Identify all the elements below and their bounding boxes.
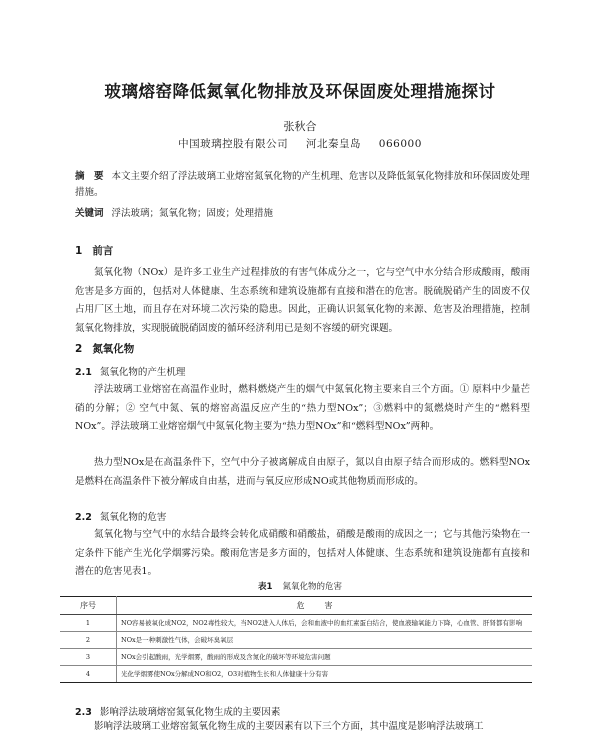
section-number: 2 xyxy=(75,343,83,355)
abstract-label: 摘 要 xyxy=(75,171,104,182)
table-row xyxy=(60,615,532,632)
table-cell-hazard: NO容易被氧化成NO2，NO2毒性较大，当NO2进入人体后，会和血液中的血红素蛋白结合，使血液输氧能力下降，心血管、肝肾都有影响 xyxy=(117,615,533,632)
table-caption-number: 表1 xyxy=(258,582,273,592)
affiliation-location: 河北秦皇岛 xyxy=(305,138,361,150)
section-number: 1 xyxy=(75,245,83,257)
section-1-paragraph: 氮氧化物（NOx）是许多工业生产过程排放的有害气体成分之一，它与空气中水分结合形成酸雨，酸雨危害是多方面的，包括对人体健康、生态系统和建筑设施都有直接和潜在的危害。脱硫脱硝产生的固废不仅占用厂区土地，而且存在对环境二次污染的隐患。因此，正确认识氮氧化物的来源、危害及治理措施，控制氮氧化物排放，实现脱硫脱硝固废的循环经济利用已是刻不容缓的研究课题。 xyxy=(75,267,530,334)
abstract-text: 本文主要介绍了浮法玻璃工业熔窑氮氧化物的产生机理、危害以及降低氮氧化物排放和环保固废处理措施。 xyxy=(75,171,530,198)
affiliation-org: 中国玻璃控股有限公司 xyxy=(178,138,289,150)
section-title: 前言 xyxy=(92,245,114,257)
subsection-number: 2.2 xyxy=(75,512,92,523)
keywords-label: 关键词 xyxy=(75,208,104,219)
affiliation xyxy=(0,136,600,151)
keywords-text: 浮法玻璃；氮氧化物；固废；处理措施 xyxy=(111,208,274,219)
section-title: 氮氧化物 xyxy=(92,343,135,355)
subsection-title: 氮氧化物的危害 xyxy=(99,512,167,523)
section-2-3-paragraph: 影响浮法玻璃工业熔窑氮氧化物生成的主要因素有以下三个方面，其中温度是影响浮法玻璃工 xyxy=(94,721,484,732)
column-header-hazard: 危害 xyxy=(117,597,533,615)
table-row xyxy=(60,632,532,649)
table-cell-index: 2 xyxy=(60,632,117,649)
table-row xyxy=(60,666,532,683)
subsection-number: 2.1 xyxy=(75,367,92,378)
table-cell-hazard: 光化学烟雾使NOx分解成NO和O2，O3对植物生长和人体健康十分有害 xyxy=(117,666,533,683)
subsection-title: 影响浮法玻璃熔窑氮氧化物生成的主要因素 xyxy=(99,707,281,718)
table-header-row xyxy=(60,597,532,615)
keywords xyxy=(75,206,530,222)
section-1-heading xyxy=(75,243,113,258)
section-2-2-paragraph: 氮氧化物与空气中的水结合最终会转化成硝酸和硝酸盐，硝酸是酸雨的成因之一；它与其他污染物在一定条件下能产生光化学烟雾污染。酸雨危害是多方面的，包括对人体健康、生态系统和建筑设施都有直接和潜在的危害见表1。 xyxy=(75,529,530,577)
table-cell-index: 3 xyxy=(60,649,117,666)
section-2-heading xyxy=(75,341,134,356)
author-name: 张秋合 xyxy=(283,120,317,133)
paper-title: 玻璃熔窑降低氮氧化物排放及环保固废处理措施探讨 xyxy=(104,82,496,101)
abstract xyxy=(75,169,530,201)
table-cell-hazard: NOx是一种刺激性气体，会破坏臭氧层 xyxy=(117,632,533,649)
column-header-index: 序号 xyxy=(60,597,117,615)
subsection-number: 2.3 xyxy=(75,707,92,718)
table-1-caption xyxy=(0,580,600,592)
section-2-1-paragraph-2: 热力型NOx是在高温条件下，空气中分子被离解成自由原子，氮以自由原子结合而形成的。燃料型NOx是燃料在高温条件下被分解成自由基，进而与氧反应形成NO或其他物质而形成的。 xyxy=(75,457,530,487)
table-cell-index: 4 xyxy=(60,666,117,683)
hazards-table xyxy=(60,596,532,683)
table-caption-text: 氮氧化物的危害 xyxy=(282,582,342,592)
table-cell-index: 1 xyxy=(60,615,117,632)
affiliation-zip: 066000 xyxy=(378,138,422,150)
subsection-title: 氮氧化物的产生机理 xyxy=(99,367,186,378)
table-row xyxy=(60,649,532,666)
section-2-1-heading xyxy=(75,364,185,378)
section-2-2-heading xyxy=(75,509,166,523)
section-2-1-paragraph-1: 浮法玻璃工业熔窑在高温作业时，燃料燃烧产生的烟气中氮氧化物主要来自三个方面。① 原料中少量芒硝的分解；② 空气中氮、氧的熔窑高温反应产生的“热力型NOx”；③燃料中的氮燃烧时产生的“燃料型NOx”。浮法玻璃工业熔窑烟气中氮氧化物主要为“热力型NOx”和“燃料型NOx”两种。 xyxy=(75,384,530,432)
section-2-3-heading xyxy=(75,704,280,718)
table-cell-hazard: NOx会引起酸雨，光学烟雾，酸雨的形成及含氮化的破坏等环境危害问题 xyxy=(117,649,533,666)
